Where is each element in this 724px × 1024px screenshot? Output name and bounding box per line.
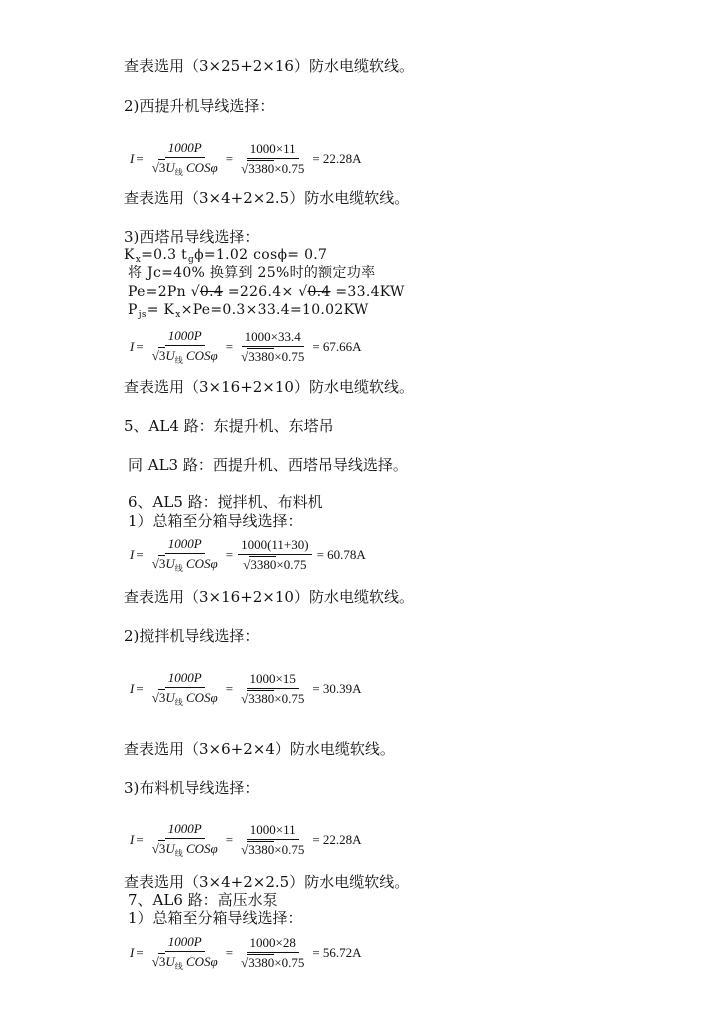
- formula-current-symbol: I: [130, 832, 135, 847]
- formula-equals: =: [225, 945, 234, 960]
- formula-mixer: [130, 667, 364, 711]
- formula-denominator-value: √3380×0.75: [241, 955, 305, 970]
- formula-equals: =: [225, 339, 234, 354]
- formula-denominator-value: √3380×0.75: [241, 349, 305, 364]
- line-duty-conversion: 将 Jc=40% 换算到 25%时的额定功率: [128, 265, 376, 281]
- formula-denominator: $√3U_线$ COSφ: [151, 841, 218, 858]
- formula-fraction-2: [238, 329, 307, 365]
- formula-result: = 22.28A: [312, 151, 362, 166]
- formula-numerator-value: 1000×28: [247, 935, 299, 953]
- formula-result: = 60.78A: [316, 547, 366, 562]
- formula-equals: =: [225, 151, 234, 166]
- formula-result: = 30.39A: [312, 681, 362, 696]
- formula-numerator: 1000P: [165, 536, 205, 554]
- formula-denominator: $√3U_线$ COSφ: [151, 160, 218, 177]
- formula-fraction-2: [238, 671, 307, 707]
- formula-fraction-2: [238, 537, 312, 573]
- formula-denominator: $√3U_线$ COSφ: [151, 954, 218, 971]
- formula-fraction-1: [149, 140, 221, 178]
- formula-equals: =: [136, 547, 144, 562]
- formula-fraction-2: [238, 935, 307, 971]
- formula-fraction-2: [238, 141, 307, 177]
- formula-numerator-value: 1000×15: [247, 671, 299, 689]
- formula-current-symbol: I: [130, 547, 135, 562]
- formula-result: = 56.72A: [312, 945, 362, 960]
- formula-fraction-1: [149, 670, 221, 708]
- formula-numerator: 1000P: [165, 821, 205, 839]
- line-distributor-heading: 3)布料机导线选择：: [124, 779, 260, 797]
- line-al6-heading: 7、AL6 路：高压水泵: [128, 891, 278, 909]
- formula-current-symbol: I: [130, 339, 135, 354]
- line-cable-selection-4: 查表选用（3×16+2×10）防水电缆软线。: [124, 588, 414, 606]
- formula-equals: =: [225, 832, 234, 847]
- formula-fraction-1: [149, 328, 221, 366]
- formula-main-to-sub-box-1: [130, 533, 368, 577]
- formula-denominator: $√3U_线$ COSφ: [151, 556, 218, 573]
- formula-denominator-value: √3380×0.75: [241, 161, 305, 176]
- formula-distributor: [130, 818, 364, 862]
- line-west-hoist-heading: 2)西提升机导线选择：: [124, 97, 275, 115]
- formula-numerator-value: 1000×11: [247, 141, 299, 159]
- formula-equals: =: [225, 681, 234, 696]
- formula-denominator-value: √3380×0.75: [243, 557, 307, 572]
- formula-fraction-1: [149, 821, 221, 859]
- line-mixer-heading: 2)搅拌机导线选择：: [124, 627, 260, 645]
- formula-fraction-1: [149, 934, 221, 972]
- formula-numerator-value: 1000×11: [247, 822, 299, 840]
- formula-equals: =: [136, 832, 144, 847]
- line-west-crane-heading: 3)西塔吊导线选择：: [124, 228, 260, 246]
- formula-west-crane: [130, 325, 364, 369]
- line-cable-selection-3: 查表选用（3×16+2×10）防水电缆软线。: [124, 378, 414, 396]
- formula-equals: =: [225, 547, 234, 562]
- formula-equals: =: [136, 681, 144, 696]
- line-cable-selection-1: 查表选用（3×25+2×16）防水电缆软线。: [124, 57, 414, 75]
- line-cable-selection-6: 查表选用（3×4+2×2.5）防水电缆软线。: [124, 873, 410, 891]
- line-coefficients: $K_x=0.3$ $t_g\phi=1.02$ cosϕ= 0.7: [124, 247, 328, 265]
- formula-current-symbol: I: [130, 681, 135, 696]
- line-cable-selection-2: 查表选用（3×4+2×2.5）防水电缆软线。: [124, 189, 410, 207]
- formula-numerator-value: 1000×33.4: [242, 329, 304, 347]
- line-main-to-sub-box-1: 1）总箱至分箱导线选择：: [128, 512, 303, 530]
- formula-fraction-1: [149, 536, 221, 574]
- formula-numerator: 1000P: [165, 670, 205, 688]
- line-al4-same-as-al3: 同 AL3 路：西提升机、西塔吊导线选择。: [128, 456, 408, 474]
- formula-numerator: 1000P: [165, 934, 205, 952]
- formula-current-symbol: I: [130, 151, 135, 166]
- formula-result: = 67.66A: [312, 339, 362, 354]
- line-main-to-sub-box-2: 1）总箱至分箱导线选择：: [128, 909, 303, 927]
- formula-fraction-2: [238, 822, 307, 858]
- formula-denominator-value: √3380×0.75: [241, 691, 305, 706]
- line-cable-selection-5: 查表选用（3×6+2×4）防水电缆软线。: [124, 740, 395, 758]
- formula-denominator-value: √3380×0.75: [241, 842, 305, 857]
- line-rated-power: Pe=2Pn √0.4 =226.4× √0.4 =33.4KW: [128, 284, 405, 300]
- line-al5-heading: 6、AL5 路：搅拌机、布料机: [128, 493, 323, 511]
- formula-current-symbol: I: [130, 945, 135, 960]
- formula-result: = 22.28A: [312, 832, 362, 847]
- line-calculated-power: $P_{js}= K_x\times Pe=0.3\times 33.4=10.02KW$: [128, 302, 369, 320]
- formula-west-hoist: [130, 137, 364, 181]
- formula-equals: =: [136, 339, 144, 354]
- formula-main-to-sub-box-2: [130, 931, 364, 975]
- formula-equals: =: [136, 151, 144, 166]
- formula-numerator: 1000P: [165, 328, 205, 346]
- formula-numerator: 1000P: [165, 140, 205, 158]
- formula-denominator: $√3U_线$ COSφ: [151, 348, 218, 365]
- line-al4-heading: 5、AL4 路：东提升机、东塔吊: [124, 417, 334, 435]
- formula-denominator: $√3U_线$ COSφ: [151, 690, 218, 707]
- formula-equals: =: [136, 945, 144, 960]
- formula-numerator-value: 1000(11+30): [238, 537, 312, 555]
